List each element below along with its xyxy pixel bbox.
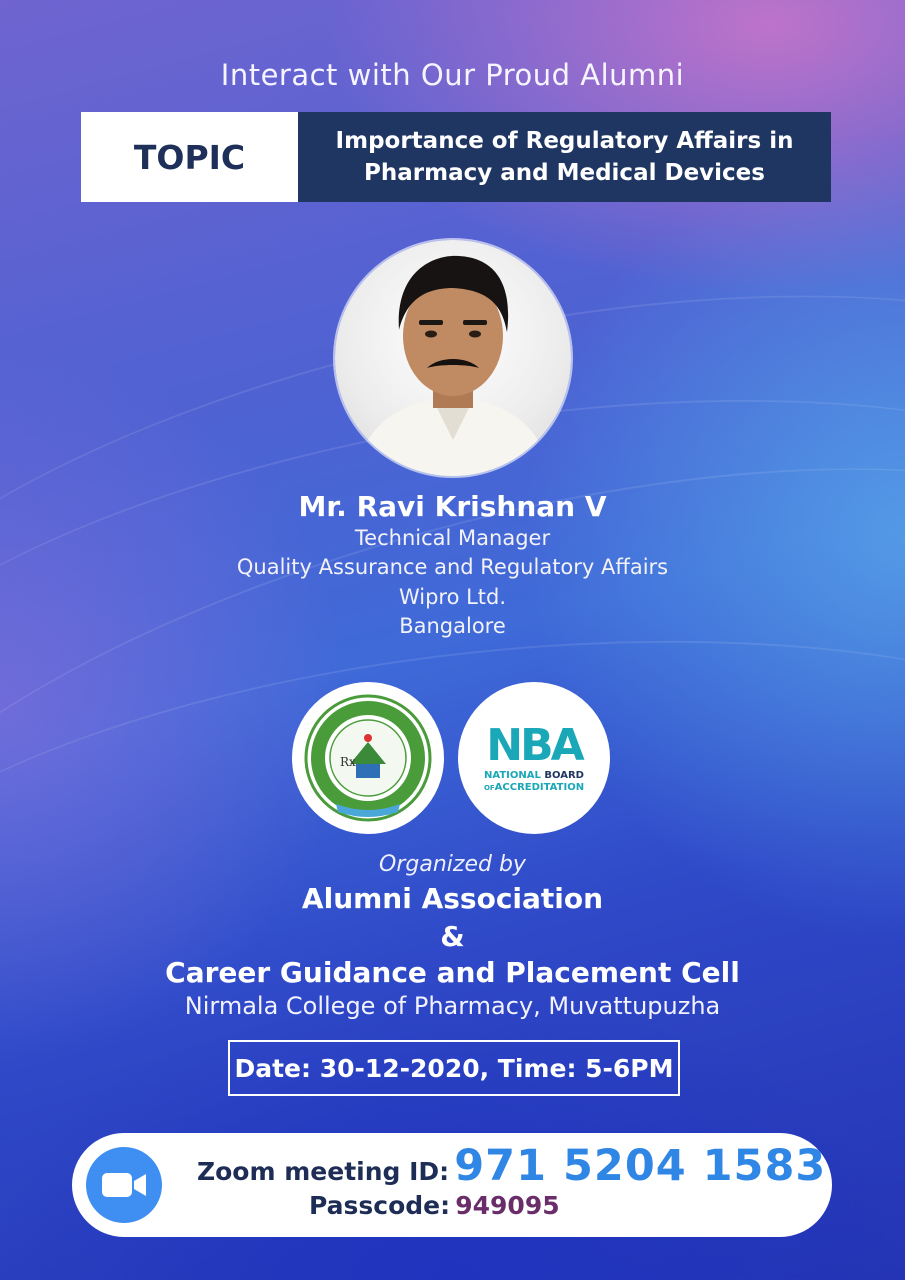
topic-title	[298, 112, 831, 202]
organizer-career-cell: Career Guidance and Placement Cell	[165, 956, 740, 989]
nba-mark: NBA	[486, 720, 582, 771]
organizer-ampersand: &	[440, 920, 465, 953]
schedule-box	[228, 1040, 680, 1096]
nba-word-board: BOARD	[544, 770, 584, 781]
speaker-designation: Technical Manager	[354, 526, 551, 550]
nba-logo	[458, 682, 610, 834]
zoom-id-label: Zoom meeting ID:	[197, 1157, 450, 1186]
topic-bar	[81, 112, 831, 202]
topic-label: TOPIC	[81, 112, 298, 202]
speaker-photo	[335, 240, 571, 476]
zoom-id-row	[197, 1141, 826, 1191]
passcode-value[interactable]: 949095	[455, 1191, 560, 1220]
passcode-label: Passcode:	[309, 1191, 451, 1220]
speaker-department: Quality Assurance and Regulatory Affairs	[236, 555, 669, 579]
nba-line-1	[484, 770, 584, 782]
headline: Interact with Our Proud Alumni	[220, 58, 685, 92]
topic-title-line-2: Pharmacy and Medical Devices	[364, 160, 765, 186]
organizer-institution: Nirmala College of Pharmacy, Muvattupuzha	[184, 992, 721, 1020]
nba-word-of: OF	[483, 784, 495, 792]
svg-text:Rx: Rx	[340, 755, 356, 769]
video-camera-icon	[100, 1169, 148, 1201]
passcode-row	[309, 1191, 560, 1220]
college-logo	[292, 682, 444, 834]
zoom-id-value[interactable]: 971 5204 1583	[454, 1141, 827, 1191]
nba-word-national: NATIONAL	[484, 770, 541, 781]
speaker-city: Bangalore	[399, 614, 506, 638]
organizer-alumni-association: Alumni Association	[301, 882, 604, 915]
zoom-meeting-card	[72, 1133, 832, 1237]
organized-by-label: Organized by	[379, 852, 526, 877]
nba-line-2	[484, 782, 584, 794]
zoom-logo	[86, 1147, 162, 1223]
topic-title-line-1: Importance of Regulatory Affairs in	[335, 128, 794, 154]
schedule-text: Date: 30-12-2020, Time: 5-6PM	[234, 1053, 674, 1083]
person-silhouette-icon	[335, 240, 571, 476]
speaker-company: Wipro Ltd.	[398, 585, 507, 609]
speaker-name: Mr. Ravi Krishnan V	[298, 490, 607, 523]
nba-word-accreditation: ACCREDITATION	[494, 782, 585, 793]
college-emblem-icon	[302, 692, 434, 824]
